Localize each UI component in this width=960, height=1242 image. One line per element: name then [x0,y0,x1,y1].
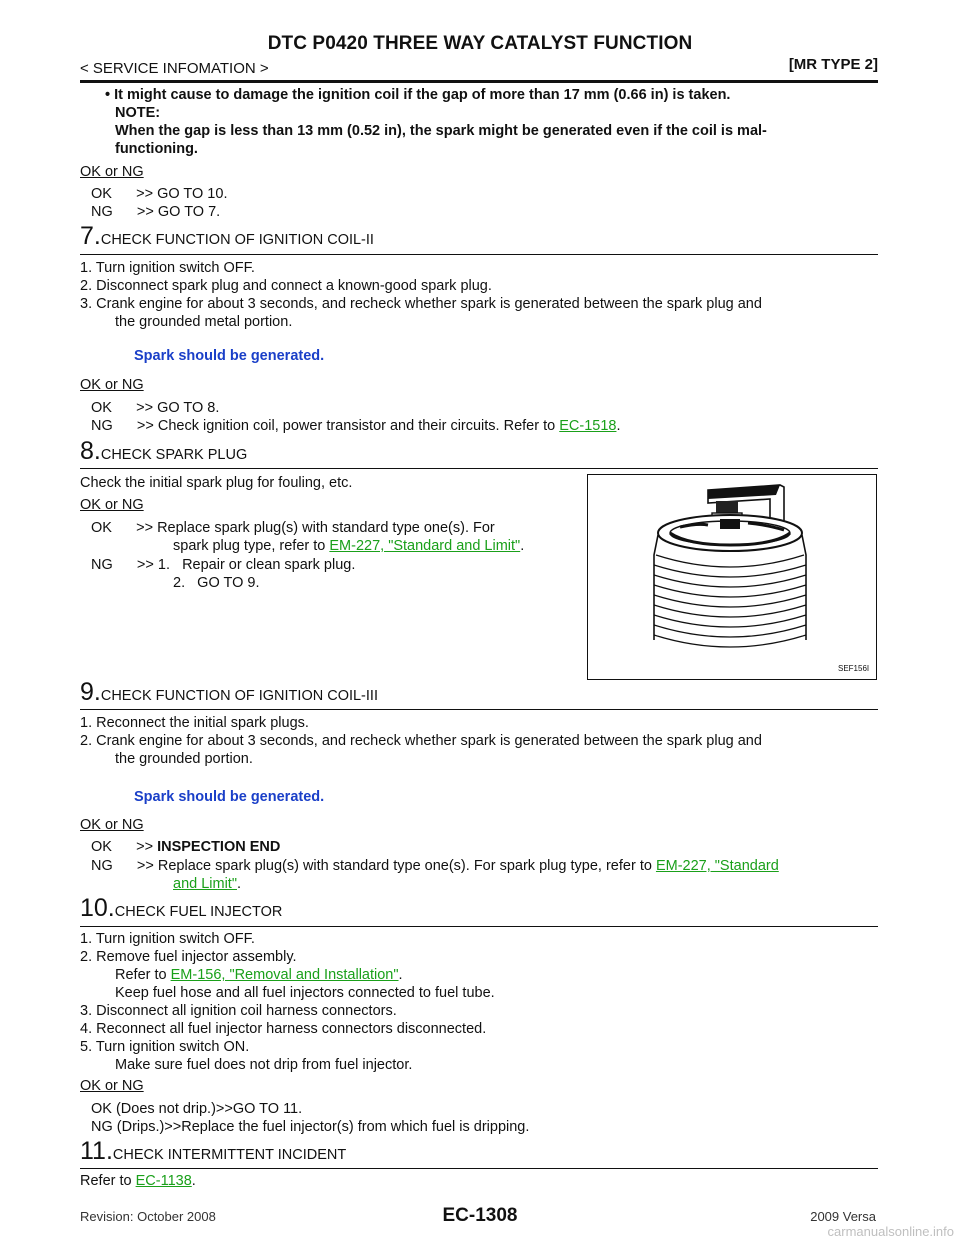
list-item: 4. Reconnect all fuel injector harness connectors disconnected. [80,1021,487,1037]
step-title: CHECK INTERMITTENT INCIDENT [112,1147,347,1163]
ref-link[interactable]: EM-227, "Standard [655,858,779,874]
header-rule [80,80,878,83]
list-item: 5. Turn ignition switch ON. [80,1039,250,1055]
page-number: EC-1308 [442,1205,518,1226]
punct: . [520,538,525,554]
ng-result-cont [173,875,241,893]
punct: . [236,876,242,892]
ok-text: spark plug type, refer to [173,538,330,554]
ok-ng-heading: OK or NG [80,1078,144,1094]
step-number: 8. [80,437,101,465]
list-item-cont [115,966,403,984]
ref-link[interactable]: EC-1518 [559,418,617,434]
ok-result [91,838,280,856]
step-rule [80,254,878,255]
ok-ng-heading: OK or NG [80,377,144,393]
list-item: 1. Reconnect the initial spark plugs. [80,715,309,731]
ref-link[interactable]: and Limit" [173,876,237,892]
revision-date: Revision: October 2008 [80,1209,216,1224]
list-item-cont: Make sure fuel does not drip from fuel injector. [115,1057,413,1073]
step-8-heading [80,437,247,466]
ok-ng-heading: OK or NG [80,164,144,180]
list-item: 2. Crank engine for about 3 seconds, and recheck whether spark is generated between the spark plug and [80,733,762,749]
ok-result: OK >> GO TO 10. [91,186,228,202]
ng-result: NG >> 1. Repair or clean spark plug. [91,557,356,573]
step-rule [80,926,878,927]
ok-result-cont [173,537,524,555]
step-number: 7. [80,222,101,250]
watermark: carmanualsonline.info [827,1224,954,1239]
spark-plug-figure [587,474,877,680]
ok-result: OK >> GO TO 8. [91,400,220,416]
step-11-heading [80,1137,346,1166]
step-number: 9. [80,678,101,706]
spark-plug-illustration [588,475,876,679]
list-item-cont: Keep fuel hose and all fuel injectors connected to fuel tube. [115,985,495,1001]
step-title: CHECK FUNCTION OF IGNITION COIL-III [100,688,378,704]
ref-link[interactable]: EM-156, "Removal and Installation" [170,967,399,983]
step-title: CHECK FUEL INJECTOR [114,904,283,920]
section-label: < SERVICE INFOMATION > [80,60,269,77]
ref-text: Refer to [115,967,171,983]
list-item: 3. Crank engine for about 3 seconds, and recheck whether spark is generated between the spark plug and [80,296,762,312]
ref-text: Refer to [80,1173,136,1189]
ng-result: NG >> GO TO 7. [91,204,221,220]
list-item-cont: the grounded portion. [115,751,253,767]
punct: . [191,1173,196,1189]
list-item: 2. Disconnect spark plug and connect a known-good spark plug. [80,278,492,294]
punct: . [398,967,403,983]
inspection-end: INSPECTION END [157,839,281,855]
step-10-heading [80,894,282,923]
instruction [80,1172,196,1190]
model-type: [MR TYPE 2] [788,56,878,73]
ng-text: NG >> Check ignition coil, power transistor and their circuits. Refer to [91,418,560,434]
instruction: Check the initial spark plug for fouling, etc. [80,475,353,491]
punct: . [616,418,621,434]
model-year: 2009 Versa [810,1209,876,1224]
list-item: 2. Remove fuel injector assembly. [80,949,297,965]
step-rule [80,468,878,469]
note-label: NOTE: [115,105,161,121]
ng-result-cont: 2. GO TO 9. [173,575,260,591]
ok-ng-heading: OK or NG [80,497,144,513]
warning-bullet: • It might cause to damage the ignition coil if the gap of more than 17 mm (0.66 in) is taken. [105,87,731,103]
ng-text: NG >> Replace spark plug(s) with standard type one(s). For spark plug type, refer to [91,858,656,874]
step-number: 11. [80,1137,113,1165]
list-item: 1. Turn ignition switch OFF. [80,931,255,947]
ref-link[interactable]: EC-1138 [135,1173,192,1189]
list-item: 1. Turn ignition switch OFF. [80,260,255,276]
ng-result [91,857,779,875]
note-line-1: When the gap is less than 13 mm (0.52 in), the spark might be generated even if the coil is mal- [115,123,767,139]
step-title: CHECK FUNCTION OF IGNITION COIL-II [100,232,374,248]
ng-result: NG (Drips.)>>Replace the fuel injector(s) from which fuel is dripping. [91,1119,530,1135]
list-item: 3. Disconnect all ignition coil harness connectors. [80,1003,397,1019]
step-7-heading [80,222,374,251]
ok-result: OK >> Replace spark plug(s) with standard type one(s). For [91,520,495,536]
step-rule [80,1168,878,1169]
spec-text: Spark should be generated. [134,348,325,364]
step-rule [80,709,878,710]
step-number: 10. [80,894,115,922]
page-title: DTC P0420 THREE WAY CATALYST FUNCTION [267,33,693,54]
spec-text: Spark should be generated. [134,789,325,805]
list-item-cont: the grounded metal portion. [115,314,293,330]
step-title: CHECK SPARK PLUG [100,447,248,463]
ng-result [91,417,621,435]
ok-result: OK (Does not drip.)>>GO TO 11. [91,1101,303,1117]
figure-code: SEF156I [838,664,870,673]
ok-ng-heading: OK or NG [80,817,144,833]
ok-text: OK >> [91,839,158,855]
note-line-2: functioning. [115,141,198,157]
step-9-heading [80,678,378,707]
ref-link[interactable]: EM-227, "Standard and Limit" [329,538,521,554]
